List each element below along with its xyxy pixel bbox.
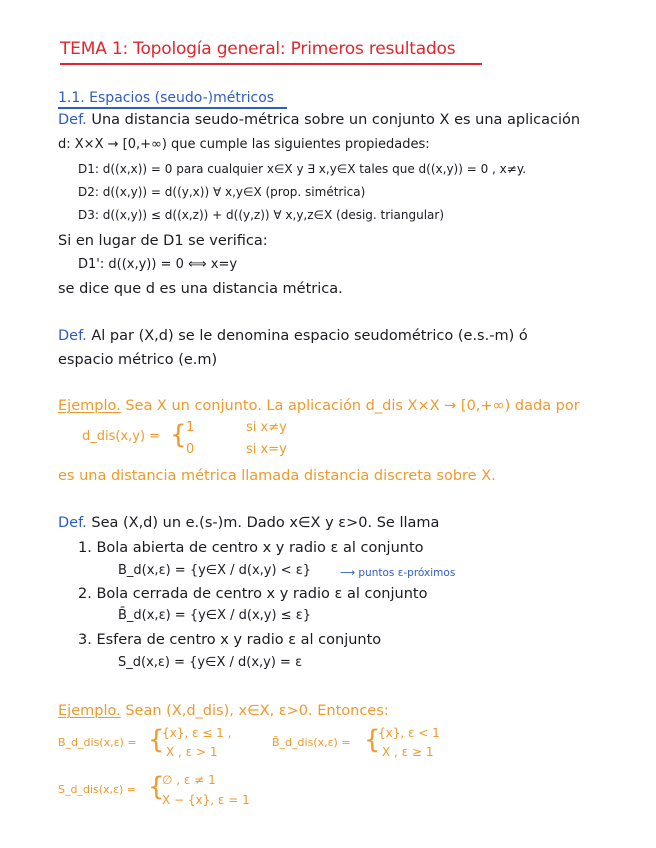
def3-label: Def.	[58, 515, 87, 531]
def3-text1: Sea (X,d) un e.(s-)m. Dado x∈X y ε>0. Se llama	[91, 515, 440, 531]
ej2-sphere-lhs: S_d_dis(x,ε) =	[58, 783, 136, 796]
ej1-line1	[58, 398, 580, 415]
ej2-sphere-case2: X − {x}, ε = 1	[162, 793, 250, 807]
ej1-line3: es una distancia métrica llamada distancia discreta sobre X.	[58, 468, 496, 484]
def3-item3: 3. Esfera de centro x y radio ε al conjunto	[78, 632, 382, 648]
ej2-open-ball-case2: X , ε > 1	[166, 745, 218, 759]
def1-label: Def.	[58, 112, 87, 128]
def3-formula1: B_d(x,ε) = {y∈X / d(x,y) < ε}	[118, 563, 312, 578]
ej2-sphere-brace: {	[148, 772, 165, 802]
ej2-open-ball-case1: {x}, ε ≤ 1 ,	[162, 726, 232, 740]
ej2-closed-ball-case2: X , ε ≥ 1	[382, 745, 434, 759]
ej2-closed-ball-lhs: B̄_d_dis(x,ε) =	[272, 736, 351, 749]
ej2-text1: Sean (X,d_dis), x∈X, ε>0. Entonces:	[125, 703, 389, 719]
page-title: TEMA 1: Topología general: Primeros resultados	[60, 39, 456, 59]
ej1-case1-value: 1	[186, 420, 195, 435]
def1-line3: Si en lugar de D1 se verifica:	[58, 233, 268, 249]
def1-line4: se dice que d es una distancia métrica.	[58, 281, 343, 297]
ej1-label: Ejemplo.	[58, 398, 121, 414]
def2-line1	[58, 328, 528, 345]
def3-formula2: B̄_d(x,ε) = {y∈X / d(x,y) ≤ ε}	[118, 608, 312, 623]
def2-text1: Al par (X,d) se le denomina espacio seudométrico (e.s.-m) ó	[91, 328, 528, 344]
def3-formula3: S_d(x,ε) = {y∈X / d(x,y) = ε	[118, 655, 303, 670]
ej2-closed-ball-brace: {	[364, 725, 381, 755]
section-heading: 1.1. Espacios (seudo-)métricos	[58, 90, 275, 106]
ej1-case1-cond: si x≠y	[246, 420, 287, 435]
def3-line1	[58, 515, 439, 532]
ej2-closed-ball-case1: {x}, ε < 1	[378, 726, 440, 740]
def3-item2: 2. Bola cerrada de centro x y radio ε al conjunto	[78, 586, 428, 602]
def1-d2: D2: d((x,y)) = d((y,x)) ∀ x,y∈X (prop. simétrica)	[78, 185, 366, 199]
ej2-open-ball-lhs: B_d_dis(x,ε) =	[58, 736, 137, 749]
def1-text1: Una distancia seudo-métrica sobre un conjunto X es una aplicación	[91, 112, 581, 128]
def3-item1: 1. Bola abierta de centro x y radio ε al conjunto	[78, 540, 424, 556]
def1-line2: d: X×X → [0,+∞) que cumple las siguientes propiedades:	[58, 137, 430, 152]
ej1-case2-value: 0	[186, 442, 195, 457]
def1-d1: D1: d((x,x)) = 0 para cualquier x∈X y ∃ x,y∈X tales que d((x,y)) = 0 , x≠y.	[78, 162, 527, 176]
ej1-text1: Sea X un conjunto. La aplicación d_dis X×X → [0,+∞) dada por	[125, 398, 580, 414]
def1-d3: D3: d((x,y)) ≤ d((x,z)) + d((y,z)) ∀ x,y,z∈X (desig. triangular)	[78, 208, 445, 222]
ej1-ddis-lhs: d_dis(x,y) =	[82, 429, 161, 444]
def2-label: Def.	[58, 328, 87, 344]
def1-d1-prime: D1': d((x,y)) = 0 ⟺ x=y	[78, 257, 238, 272]
title-underline	[60, 63, 482, 65]
def1-line1	[58, 112, 580, 129]
ej2-line1	[58, 703, 389, 720]
section-underline	[58, 107, 287, 109]
def2-line2: espacio métrico (e.m)	[58, 352, 218, 368]
ej2-label: Ejemplo.	[58, 703, 121, 719]
ej1-case2-cond: si x=y	[246, 442, 287, 457]
ej2-open-ball-brace: {	[148, 725, 165, 755]
ej2-sphere-case1: ∅ , ε ≠ 1	[162, 773, 216, 787]
def3-note: ⟶ puntos ε-próximos	[340, 567, 456, 579]
ej1-brace: {	[170, 420, 187, 450]
